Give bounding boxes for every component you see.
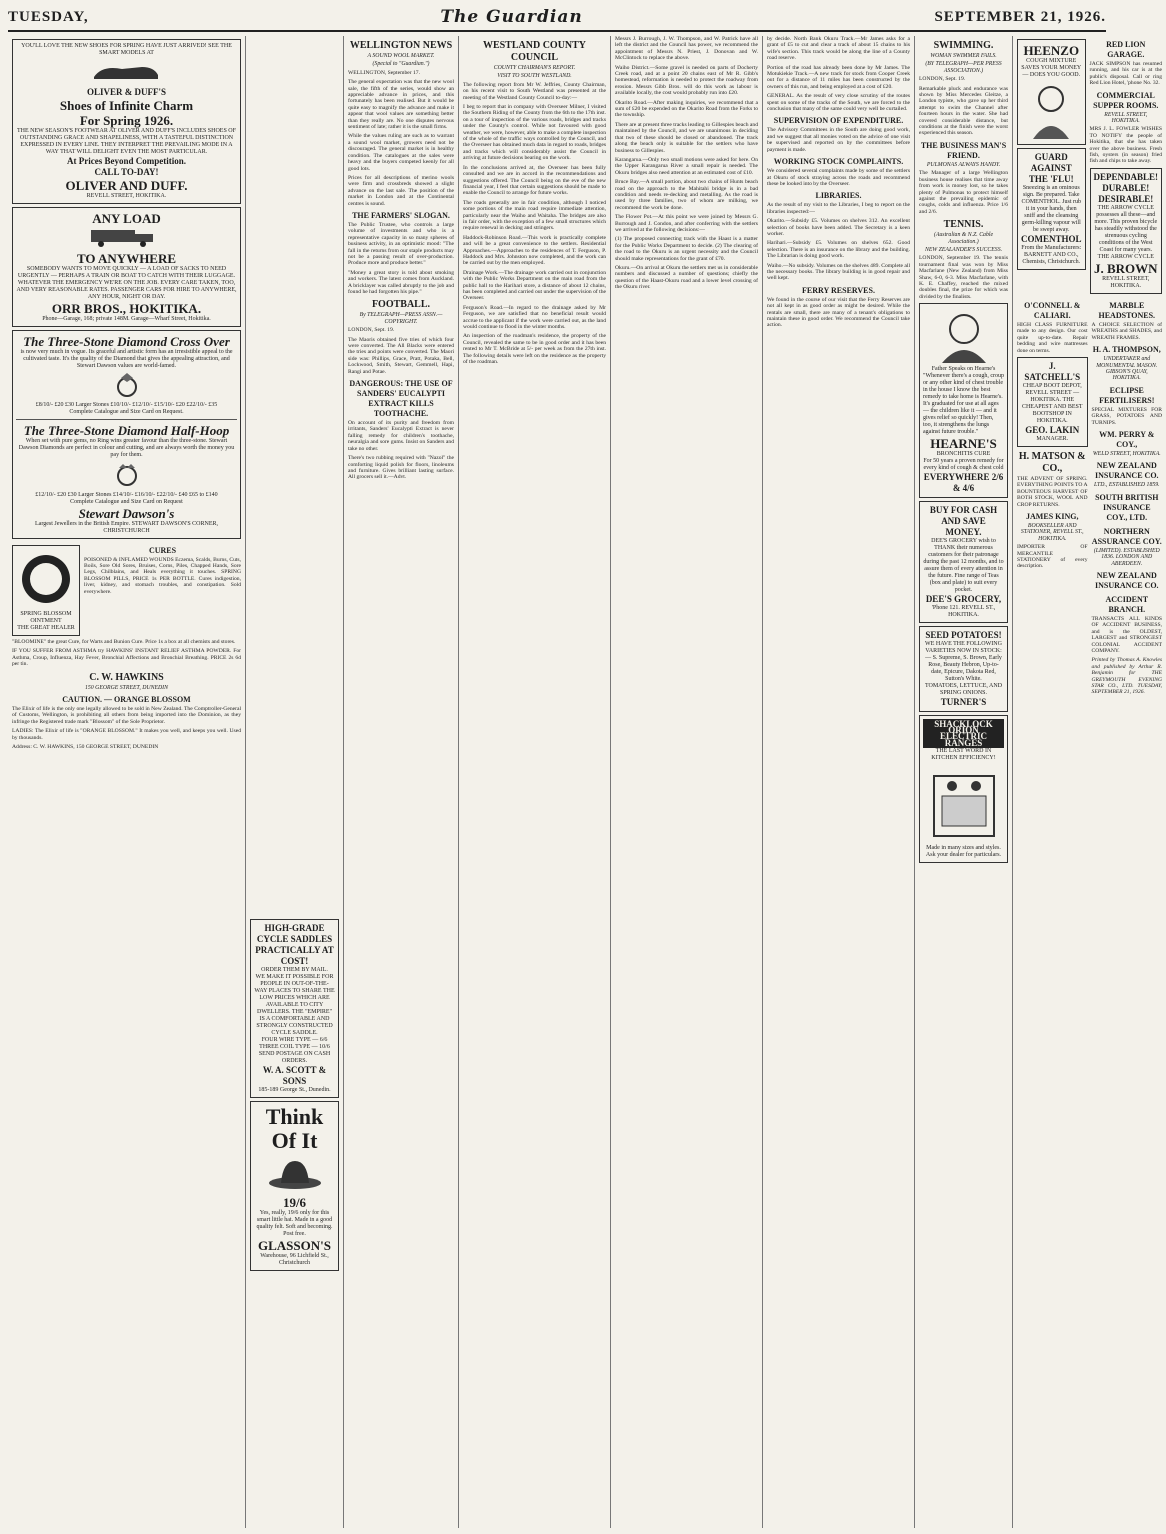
glasson-address: Warehouse, 96 Lichfield St., Christchurch	[260, 1253, 329, 1267]
columns	[8, 36, 1163, 1528]
blossom-text	[84, 542, 241, 639]
lakin-name: GEO. LAKIN	[1025, 424, 1080, 435]
westland-sub-1: COUNTY CHAIRMAN'S REPORT.	[493, 65, 576, 71]
football-date: LONDON, Sept. 19.	[348, 327, 395, 334]
shacklock-ad	[919, 715, 1008, 863]
diamond1-catalogue: Complete Catalogue and Size Card on Request.	[69, 409, 184, 416]
column-1	[8, 36, 246, 1528]
article-paragraph: Okarito Road.—After making inquiries, we recommend that a sum of £20 be expended on the Okarito Road from the Forks to the township.	[615, 99, 758, 119]
ring-icon	[107, 372, 147, 398]
supper-sub: REVELL STREET, HOKITIKA.	[1104, 111, 1148, 125]
column-6	[763, 36, 915, 1528]
article-paragraph: GENERAL. As the result of very close scrutiny of the routes spent on some of the tracks of the South, we are forced to the conclusion that many of the same could very well be curtailed.	[767, 93, 910, 113]
westland-title: WESTLAND COUNTY COUNCIL	[482, 40, 587, 63]
diamond1-prices: £8/10/- £20 £30 Larger Stones £10/10/- £12/10/- £15/10/- £20 £22/10/- £35	[35, 402, 218, 409]
bm-sub: PULMONAS ALWAYS HANDY.	[926, 161, 1001, 168]
saddles-price-1: FOUR WIRE TYPE — 6/6	[261, 1037, 328, 1043]
stewart-dawson-ad	[12, 330, 241, 539]
supervision-heading: SUPERVISION OF EXPENDITURE.	[773, 116, 904, 126]
article-paragraph: As the result of my visit to the Libraries, I beg to report on the libraries inspected:—	[767, 202, 910, 215]
shoes-store-address: REVELL STREET, HOKITIKA.	[86, 193, 167, 200]
bloomine-text: "BLOOMINE" the great Cure, for Warts and Bunion Cure. Price 1s a box at all chemists and stores.	[12, 639, 236, 646]
comenthol-mfr: From the Manufacturers: BARNETT AND CO., Chemists, Christchurch.	[1021, 245, 1082, 266]
article-paragraph: The Public Trustee, who controls a large volume of investments and who is a representative capacity in so many spheres of business activity, in an optimistic mood: "The fall in the returns from our staple products may not be a passing result of over-production. Produce more and produce better."	[348, 221, 454, 267]
right-mid-stack	[1092, 297, 1163, 699]
swim-date: LONDON, Sept. 19.	[919, 76, 966, 83]
caution-title: CAUTION. — ORANGE BLOSSOM	[62, 695, 191, 705]
masthead-paper: The Guardian	[440, 7, 583, 27]
electric-range-illustration	[924, 762, 1004, 842]
redlion-title: RED LION GARAGE.	[1106, 40, 1146, 59]
article-paragraph: by decide. North Bank Okuru Track.—Mr James asks for a grant of £5 to cut and clear a track of about 15 chains to his wife's section. This track would be along the line of a County road reserve.	[767, 36, 910, 62]
eclipse-title: ECLIPSE FERTILISERS!	[1099, 385, 1155, 405]
brown-address: REVELL STREET, HOKITIKA.	[1102, 275, 1150, 289]
marble-title: MARBLE HEADSTONES.	[1098, 300, 1156, 320]
arrow-body: THE ARROW CYCLE possesses all these—and more. This proven bicycle has steadily withstood the strenuous cycling conditions of the West Coast for many years.	[1094, 204, 1158, 253]
article-paragraph: Remarkable pluck and endurance was shown by Miss Mercedes Gleitze, a London typiste, who gave up her third attempt to swim the Channel after fourteen hours in the water. She had covered considerable distance, but conditions at the finish were the worst experienced this season.	[919, 85, 1008, 137]
arrow-title-1: DEPENDABLE!	[1093, 171, 1159, 182]
article-paragraph: The following report from Mr W. Jeffries, County Chairman, on his recent visit to South Westland was presented at the meeting of the Westland County Council to-day:—	[463, 81, 606, 101]
comenthol-ad	[1017, 148, 1086, 270]
imprint: Printed by Thomas A. Knowles and published by Arthur R. Benjamin for THE GREYMOUTH EVENING STAR CO., LTD. TUESDAY, SEPTEMBER 21, 1926.	[1091, 657, 1163, 696]
football-sub: By TELEGRAPH—PRESS ASSN.—COPYRIGHT.	[359, 312, 443, 325]
oconnell-body: HIGH CLASS FURNITURE made to any design. Our cost quite up-to-date. Repair bedding and wire mattresses done on terms.	[1017, 321, 1088, 354]
seed-title: SEED POTATOES!	[925, 629, 1002, 640]
article-paragraph: Messrs J. Burrough, J. W. Thompson, and W. Patrick have all left the district and the Council has power, we recommend the appointment of Messrs N. Priest, J. Donovan and W. McClintock to replace the above.	[615, 36, 758, 62]
football-heading: FOOTBALL.	[371, 299, 431, 311]
perry-address: WELD STREET, HOKITIKA.	[1092, 450, 1161, 457]
ring-icon	[107, 461, 147, 487]
diamond2-prices: £12/10/- £20 £30 Larger Stones £14/10/- £16/10/- £22/10/- £40 £65 to £140	[35, 491, 218, 498]
shoes-title: Shoes of Infinite Charm	[59, 98, 194, 114]
diamond1-body: is now very much in vogue. Its graceful and artistic form has an irresistible appeal to the cultivated taste. It's the quality of the Diamond that gives the appealing attraction, and Stewart Dawson values are world-famed.	[20, 348, 233, 369]
dee-title: BUY FOR CASH AND SAVE MONEY.	[929, 504, 998, 537]
hearnes-price: EVERYWHERE 2/6 & 4/6	[923, 471, 1004, 493]
satchell-body: CHEAP BOOT DEPOT, REVELL STREET — HOKITIKA. THE CHEAPEST AND BEST BOOTSHOP IN HOKITIKA.	[1021, 382, 1083, 424]
matson-name: H. MATSON & CO.,	[1018, 450, 1086, 474]
satchell-name: J. SATCHELL'S	[1024, 360, 1081, 382]
hat-illustration	[265, 1153, 325, 1193]
masthead	[8, 4, 1106, 32]
wellington-dateline: WELLINGTON, September 17.	[348, 69, 420, 76]
shoes-price: At Prices Beyond Competition.	[67, 156, 186, 167]
article-paragraph: The Maoris obtained five tries of which four were converted. The All Blacks were entered the tries and points were converted. The Maori side was: Phillips, Grace, Pratt, Potaka, Bell, Lockwood, Smith, Stewart, Gemmell, Hapi, Rangi and Potae.	[348, 336, 454, 375]
northern-title: NORTHERN ASSURANCE COY.	[1091, 526, 1162, 546]
wellington-title: WELLINGTON NEWS	[349, 40, 453, 51]
think-body: Yes, really, 19/6 only for this smart little hat. Made in a good quality felt. Soft and becoming. Post free.	[256, 1210, 333, 1238]
tennis-press: (Australian & N.Z. Cable Association.)	[933, 232, 994, 245]
article-paragraph: Portion of the road has already been done by Mr James. The Motukiekie Track.—A new track for stock from Cooper Creek out for a distance of 11 miles has been constructed by the owners of this run, and being employed at a cost of £20.	[767, 64, 910, 90]
supper-body: MRS J. L. FOWLER WISHES TO NOTIFY the people of Hokitika, that she has taken over the above business. Fresh fish, oysters (in season) fried fish and chips to take away.	[1089, 126, 1163, 165]
thompson-sub: UNDERTAKER and MONUMENTAL MASON. GIBSON'S QUAY, HOKITIKA.	[1096, 356, 1158, 382]
hawkins-address: 150 GEORGE STREET, DUNEDIN	[85, 684, 168, 691]
shoes-call: CALL TO-DAY!	[94, 167, 159, 178]
james-sub: BOOKSELLER AND STATIONER, REVELL ST., HOKITIKA.	[1020, 522, 1084, 542]
saddles-postage: SEND POSTAGE ON CASH ORDERS.	[258, 1051, 331, 1064]
perry-name: WM. PERRY & COY.,	[1099, 429, 1155, 449]
article-paragraph: Okuru.—On arrival at Okuru the settlers met us in considerable numbers and discussed a number of questions; chiefly the question of the Haast-Okuru road and a lower level crossing of the Okuru river.	[615, 265, 758, 291]
turner-ad	[919, 626, 1008, 712]
diamond1-title: The Three-Stone Diamond Cross Over	[23, 333, 230, 349]
load-title-1: ANY LOAD	[92, 211, 161, 227]
comenthol-name: COMENTHOL	[1021, 234, 1082, 245]
think-title: Think Of It	[265, 1104, 324, 1153]
article-paragraph: Drainage Work.—The drainage work carried out in conjunction with the Public Works Department on the main road from the public hall to the Harihari store, a distance of about 12 chains, has been completed and carried out under the supervision of the Overseer.	[463, 269, 606, 302]
orr-name: ORR BROS., HOKITIKA.	[51, 300, 202, 316]
heenzo-ad	[1017, 39, 1086, 145]
diamond2-title: The Three-Stone Diamond Half-Hoop	[23, 423, 230, 439]
article-paragraph: The roads generally are in fair condition, although I noticed some portions of the main road require immediate attention, particularly near the Waiho and Waitaha. The bridges are also in fair order, with the exception of a few small structures which require renewal in decking and stringers.	[463, 199, 606, 232]
article-paragraph: Waiho District.—Some gravel is needed on parts of Docherty Creek road, and at a point 20 chains east of Mr R. Gibb's homestead, reformation is needed to protect the roadway from erosion. Messrs Gibb Bros. will do this work as labour is available locally, the cost would probably run into £20.	[615, 64, 758, 97]
article-paragraph: Harihari.—Subsidy £5. Volumes on shelves 652. Good selection. There is an insurance on the library and the building. The Librarian is doing good work.	[767, 240, 910, 260]
blossom-row	[12, 542, 241, 639]
man-coughing-icon	[1021, 79, 1081, 139]
article-paragraph: I beg to report that in company with Overseer Milner, I visited the Southern Riding of the County from the 6th to the 17th inst. on a tour of inspection of the various roads, bridges and tracks under the County's control. While not favoured with good weather, we were, however, able to make a complete inspection of the whole of the traffic ways controlled by the Council, and the Overseer has obtained much data in regard to roads, bridges and tracks which will considerably assist the Council in arriving at future decisions bearing on the work.	[463, 104, 606, 162]
diamond2-body: When set with pure gems, no Ring wins greater favour than the three-stone. Stewart Dawson Diamonds are perfect in colour and cutting, and are always worth the money you pay for them.	[18, 438, 235, 459]
arrow-name: THE ARROW CYCLE	[1097, 253, 1154, 260]
dawson-sub: Largest Jewellers in the British Empire. STEWART DAWSON'S CORNER, CHRISTCHURCH	[34, 520, 218, 534]
tennis-title: TENNIS.	[943, 219, 984, 231]
accident-body: TRANSACTS ALL KINDS OF ACCIDENT BUSINESS, and is the OLDEST, LARGEST and STRONGEST COLONIAL ACCIDENT COMPANY.	[1091, 615, 1163, 654]
column-2	[246, 36, 344, 1528]
think-price: 19/6	[282, 1195, 307, 1211]
tennis-sub: NEW ZEALANDER'S SUCCESS.	[924, 246, 1003, 253]
shacklock-sub: THE LAST WORD IN KITCHEN EFFICIENCY!	[931, 748, 996, 762]
dawson-name: Stewart Dawson's	[78, 505, 175, 521]
article-paragraph: Karangarua.—Only two small motions were asked for here. On the Upper Karangarua River a small repair is needed. The Okuru bridges also need attention at an estimated cost of £10.	[615, 156, 758, 176]
sanders-heading: DANGEROUS: THE USE OF SANDERS' EUCALYPTI EXTRACT KILLS TOOTHACHE.	[349, 379, 453, 419]
ointment-tin-icon	[20, 549, 72, 609]
scott-name: W. A. SCOTT & SONS	[262, 1065, 327, 1086]
article-paragraph: Haddock-Robinson Road.—This work is practically complete and will be a great convenience to the settlers. Residential Approaches.—Approaches to the residences of T. Ferguson, P. Haddock and Mrs. Johnston now completed, and the work can be carried out by the men employed.	[463, 234, 606, 267]
northern-sub: (LIMITED). ESTABLISHED 1836. LONDON AND ABERDEEN.	[1093, 547, 1160, 567]
masthead-day: TUESDAY,	[8, 8, 89, 25]
arrow-cycle-ad	[1090, 168, 1163, 294]
shoes-store-name: OLIVER AND DUFF.	[65, 178, 188, 194]
blossom-sub: THE GREAT HEALER	[17, 625, 75, 632]
hearne-caption: Father Speaks on Hearne's	[931, 365, 996, 372]
mid-ads-row	[1017, 297, 1162, 699]
article-paragraph: There are at present three tracks leading to Gillespies beach and maintained by the Council, and we are unanimous in deciding that two of these should be closed or abandoned. The track along the beach only is suitable for the settlers who have business to Gillespies.	[615, 121, 758, 154]
lakin-sub: MANAGER.	[1036, 435, 1069, 442]
shoes-intro: YOU'LL LOVE THE NEW SHOES FOR SPRING HAVE JUST ARRIVED! SEE THE SMART MODELS AT	[21, 43, 232, 56]
marble-body: A CHOICE SELECTION of WREATHS and SHADES, and WREATH FRAMES.	[1091, 321, 1163, 341]
dee-address: 'Phone 121. REVELL ST., HOKITIKA.	[931, 604, 996, 618]
heenzo-tag: SAVES YOUR MONEY — DOES YOU GOOD.	[1021, 65, 1082, 78]
cycle-saddles-ad	[250, 919, 339, 1098]
thompson-name: H. A. THOMPSON,	[1092, 345, 1161, 355]
brown-name: J. BROWN	[1093, 260, 1158, 276]
saddles-price-2: THREE COIL TYPE — 10/6	[259, 1044, 330, 1050]
oconnell-title: O'CONNELL & CALIARI.	[1024, 300, 1081, 320]
complaints-heading: WORKING STOCK COMPLAINTS.	[773, 157, 904, 167]
glasson-ad	[250, 1101, 339, 1271]
wellington-sub-2: (Special to "Guardian.")	[372, 61, 430, 68]
load-title-2: TO ANYWHERE	[76, 250, 177, 266]
dee-store: DEE'S GROCERY,	[925, 593, 1002, 604]
seed-body: WE HAVE THE FOLLOWING VARIETIES NOW IN STOCK:— S. Supreme, S. Brown, Early Rose, Beauty Hebron, Up-to-date, Epicure, Dakota Red, Sutton's White.	[925, 640, 1002, 682]
james-name: JAMES KING,	[1026, 511, 1079, 521]
arrow-title-2: DURABLE!	[1102, 182, 1150, 193]
article-paragraph: Waiho.—No subsidy. Volumes on the shelves 489. Complete all the necessary books. The library building is in good repair and well kept.	[767, 262, 911, 282]
article-paragraph: In the conclusions arrived at, the Overseer has been fully consulted and we are in accord in the recommendations and suggestions offered. The Council being on the eve of the new financial year, I feel that certain suggestions should be made to enable the Council to arrange for future works.	[463, 164, 606, 197]
matson-body: THE ADVENT OF SPRING. EVERYTHING POINTS TO A BOUNTEOUS HARVEST OF BOTH STOCK, WOOL AND CROP RETURNS.	[1017, 475, 1088, 508]
scott-address: 185-189 George St., Dunedin.	[258, 1087, 331, 1093]
caution-body: The Elixir of life is the only one legally allowed to be sold in New Zealand. The Comptroller-General of Customs, Wellington, is prohibiting all others from being imported into the Dominion, as they infringe the Registered trade mark "Blossom" of the Sole Proprietor.	[12, 706, 241, 725]
hearnes-brand: HEARNE'S	[930, 435, 997, 451]
masthead-date: SEPTEMBER 21, 1926.	[934, 8, 1106, 25]
shacklock-title: SHACKLOCK ORION ELECTRIC RANGES	[923, 719, 1004, 749]
orr-phone: Phone—Garage, 168; private 148M. Garage—Wharf Street, Hokitika.	[42, 315, 211, 322]
article-paragraph: "Money a great story is told about smoking and workers. The latest comes from Auckland. A bricklayer was called abruptly to the job and found he had forgotten his pipe."	[348, 269, 454, 295]
nzins-title: NEW ZEALAND INSURANCE CO.	[1094, 461, 1159, 481]
blossom-title: SPRING BLOSSOM OINTMENT	[20, 611, 72, 625]
accident-title: ACCIDENT BRANCH.	[1105, 594, 1149, 614]
truck-illustration	[87, 226, 167, 248]
hearne-quote: "Whenever there's a cough, croup or any other kind of chest trouble in the house I know the best remedy to take home is Hearne's. It's graduated for use at all ages — the children like it — and it gives relief so quickly! Then, too, it strengthens the lungs against future trouble."	[923, 372, 1004, 435]
article-paragraph: We found in the course of our visit that the Ferry Reserves are not all kept in as good order as might be desired. While the rentals are small, there are many of a tenant's obligations to maintain these in good order. We recommend the Council take action.	[767, 296, 910, 329]
wellington-sub-1: A SOUND WOOL MARKET.	[367, 53, 435, 59]
article-paragraph: On account of its purity and freedom from irritants, Sanders' Eucalypti Extract is never falling remedy for children's toothache, neuralgia and sore gums. Insist on Sanders and take no other.	[348, 420, 454, 452]
diamond2-catalogue: Complete Catalogue and Size Card on Request	[70, 498, 183, 505]
column-7	[915, 36, 1013, 1528]
blossom-cures: CURES	[148, 545, 177, 555]
ferry-heading: FERRY RESERVES.	[802, 285, 875, 295]
shoes-season: For Spring 1926.	[79, 113, 174, 129]
article-paragraph: The Manager of a large Wellington business house realises that time away from work is money lost, so he takes plenty of Pulmonas to protect himself against the prevailing epidemic of coughs, colds and influenza. Price 1/6 and 2/6.	[919, 170, 1008, 215]
shacklock-body: Made in many sizes and styles. Ask your dealer for particulars.	[925, 844, 1002, 858]
hearnes-claim: For 50 years a proven remedy for every kind of cough & chest cold	[923, 457, 1004, 471]
article-paragraph: Prices for all descriptions of merino wools were firm and crossbreds showed a slight advance on the last sale. The position of the market in London and at the Continental centres is sound.	[348, 174, 454, 207]
nzins-sub: LTD., ESTABLISHED 1859.	[1093, 482, 1160, 489]
load-body: SOMEBODY WANTS TO MOVE QUICKLY — A LOAD OF SACKS TO NEED URGENTLY — PERHAPS A TRAIN OR BOAT TO CATCH WITH THEIR LUGGAGE. WHATEVER THE EMERGENCY WE'RE ON THE JOB. EVERY CARE TAKEN, TOO, AND VERY REASONABLE RATES. PASSENGER CARS FOR HIRE TO ANYWHERE, ANY HOUR, NIGHT OR DAY.	[16, 265, 237, 300]
article-paragraph: While the values ruling are such as to warrant a sound wool market, growers need not be discouraged. The general market is in healthy condition. The catalogues at the sales were heavy and the buyers competed keenly for all good lots.	[348, 133, 454, 172]
libraries-heading: LIBRARIES.	[815, 191, 862, 201]
flu-body: Sneezing is an ominous sign. Be prepared. Take COMENTHOL. Just rub it in your hands, then sniff and the cleansing germ-killing vapour will be swept away.	[1021, 185, 1081, 234]
ladies-text: LADIES: The Elixir of life is "ORANGE BLOSSOM." It makes you well, and keeps you well. Used by thousands.	[12, 728, 241, 741]
article-paragraph: The general expectation was that the new wool sale, the fifth of the series, would show an appreciable advance in prices, and this fortunately has been realised. But it would be quite easy to magnify the advance and make it appear that wool values are something better than they really are. No one disputes nervous sentiment of late; rather it is the small firms.	[348, 79, 454, 131]
article-paragraph: An inspection of the roadman's residence, the property of the Council, revealed the same to be in good order and it has been rented to Mr T. McBride at 5/- per week as from the 27th inst. The following details were left on the residence as the property of the roadman.	[463, 333, 606, 366]
orr-bros-ad	[12, 207, 241, 326]
turner-name: TURNER'S	[940, 696, 987, 707]
asthma-text: IF YOU SUFFER FROM ASTHMA try HAWKINS' INSTANT RELIEF ASTHMA POWDER. For Asthma, Croup, Influenza, Hay Fever, Bronchial Affections and Bronchial Breathing. PRICE 2s 6d per tin.	[12, 648, 241, 668]
redlion-body: JACK SIMPSON has resumed running, and his car is at the public's disposal. Call or ring Red Lion Hotel, 'phone No. 32.	[1089, 61, 1163, 87]
article-paragraph: Ferguson's Road.—In regard to the drainage asked by Mr Ferguson, we are satisfied that no beneficial result would accrue to the applicant if the work were carried out, as the land would continue to flood in the winter months.	[463, 304, 606, 331]
oliver-duff-ad	[12, 39, 241, 204]
swim-press: (BY TELEGRAPH—PER PRESS ASSOCIATION.)	[925, 61, 1002, 74]
hearnes-ad	[919, 303, 1008, 497]
article-paragraph: There's two rubbing required with "Nazol" the comforting liquid polish for floors, linoleums and furniture. Gives brilliant lasting surface. All grocers sell it.—Advt.	[348, 455, 454, 481]
seed-note: TOMATOES, LETTUCE, AND SPRING ONIONS.	[924, 682, 1003, 696]
satchell-ad	[1017, 357, 1088, 447]
hawkins-name: C. W. HAWKINS	[89, 671, 164, 683]
bm-title: THE BUSINESS MAN'S FRIEND.	[920, 140, 1007, 160]
sbins-title: SOUTH BRITISH INSURANCE COY., LTD.	[1095, 492, 1159, 522]
arrow-title-3: DESIRABLE!	[1098, 193, 1154, 204]
ladies-address: Address: C. W. HAWKINS, 150 GEORGE STREET, DUNEDIN	[12, 744, 159, 751]
shoe-illustration	[92, 59, 162, 83]
saddles-body: WE MAKE IT POSSIBLE FOR PEOPLE IN OUT-OF-THE-WAY PLACES TO SHARE THE LOW PRICES WHICH ARE AVAILABLE TO CITY DWELLERS. THE "EMPIRE" IS A COMFORTABLE AND STRONGLY CONSTRUCTED CYCLE SADDLE.	[254, 974, 335, 1036]
glasson-name: GLASSON'S	[258, 1238, 331, 1254]
article-paragraph: The Advisory Committees in the South are doing good work, and we suggest that all monies voted on the advice of one visit be supervised and reported on by the committees before payment is made.	[767, 127, 910, 153]
saddles-order: ORDER THEM BY MAIL.	[261, 967, 328, 973]
farmers-heading: THE FARMERS' SLOGAN.	[352, 210, 450, 220]
nzins2-title: NEW ZEALAND INSURANCE CO.	[1094, 570, 1159, 590]
column-5	[611, 36, 763, 1528]
column-4	[459, 36, 611, 1528]
dee-grocery-ad	[919, 501, 1008, 623]
swim-sub: WOMAN SWIMMER FAILS.	[930, 53, 997, 59]
blossom-body: POISONED & INFLAMED WOUNDS Eczema, Scalds, Burns, Cuts, Boils, Sore Old Sores, Bruises, Corns, Piles, Chapped Hands, Sore Legs, Chilblains, and Heals everything it touches. SPRING BLOSSOM PILLS, PRICE 1s PER BOTTLE. Cures indigestion, liver, kidney, and stomach troubles, and constipation. Sold everywhere.	[84, 556, 241, 595]
article-paragraph: Bruce Bay.—A small portion, about two chains of Hunts beach road on the approach to the Mahitahi bridge is in a bad condition and needs re-decking and metalling. As the road is used by three families, two of whom are milking, we recommend the work be done.	[615, 179, 758, 211]
hearnes-sub: BRONCHITIS CURE	[936, 450, 991, 457]
top-ads-row	[1017, 36, 1162, 297]
column-3	[344, 36, 459, 1528]
heenzo-title: HEENZO	[1023, 43, 1080, 58]
article-paragraph: Okarito.—Subsidy £5. Volumes on shelves 312. An excellent selection of books have been added. The Secretary is a keen worker.	[767, 218, 910, 237]
left-ad-stack	[1017, 36, 1086, 297]
spring-blossom-tin	[12, 545, 80, 636]
flu-title: GUARD AGAINST THE 'FLU!	[1028, 152, 1074, 185]
swim-title: SWIMMING.	[933, 40, 994, 51]
eclipse-body: SPECIAL MIXTURES FOR GRASS, POTATOES AND TURNIPS.	[1091, 406, 1163, 426]
article-paragraph: (1) The proposed connecting track with the Haast is a matter for the Public Works Department to decide. (2) The clearing of the road to the Okuru is an urgent necessity and the Council should make representations for the grant of £70.	[615, 236, 758, 262]
article-paragraph: We considered several complaints made by some of the settlers at Okuru of stock straying across the roads and recommend these be looked into by the Overseer.	[767, 168, 910, 187]
supper-title: COMMERCIAL SUPPER ROOMS.	[1093, 90, 1159, 110]
westland-sub-2: VISIT TO SOUTH WESTLAND.	[497, 73, 572, 80]
saddles-title: HIGH-GRADE CYCLE SADDLES PRACTICALLY AT COST!	[255, 923, 334, 966]
dee-body: DEE'S GROCERY wish to THANK their numerous customers for their patronage during the past 12 months, and to assure them of every attention in the future. Fine range of Teas (box and plate) to suit every pocket.	[923, 537, 1004, 593]
shoes-body: THE NEW SEASON'S FOOTWEAR AT OLIVER AND DUFF'S INCLUDES SHOES OF OUTSTANDING GRACE AND SHAPELINESS, WITH A TASTEFUL DISTINCTION EXPRESSED IN EVERY LINE. THEY INTERPRET THE PREVAILING MODE IN A WAY THAT WILL DELIGHT EVEN THE MOST PARTICULAR.	[17, 128, 236, 156]
left-mid-stack	[1017, 297, 1088, 699]
shoes-store: OLIVER & DUFF'S	[86, 87, 166, 98]
column-8	[1013, 36, 1166, 1528]
man-portrait-icon	[934, 307, 994, 363]
james-body: IMPORTER OF MERCANTILE STATIONERY of every description.	[1017, 544, 1088, 570]
article-paragraph: LONDON, September 19. The tennis tournament final was won by Miss Macfarlane (New Zealand) from Miss Shaw, 6-0, 6-3. Miss Macfarlane, with K. E. Chaffey, reached the mixed doubles final, the prize for which was divided by the finalists.	[919, 255, 1008, 300]
article-paragraph: The Flower Pot.—At this point we were joined by Messrs G. Burrough and J. Condon, and after conferring with the settlers we arrived at the following decisions:—	[615, 214, 758, 233]
right-ad-stack	[1090, 36, 1163, 297]
heenzo-sub: COUGH MIXTURE	[1026, 58, 1077, 64]
